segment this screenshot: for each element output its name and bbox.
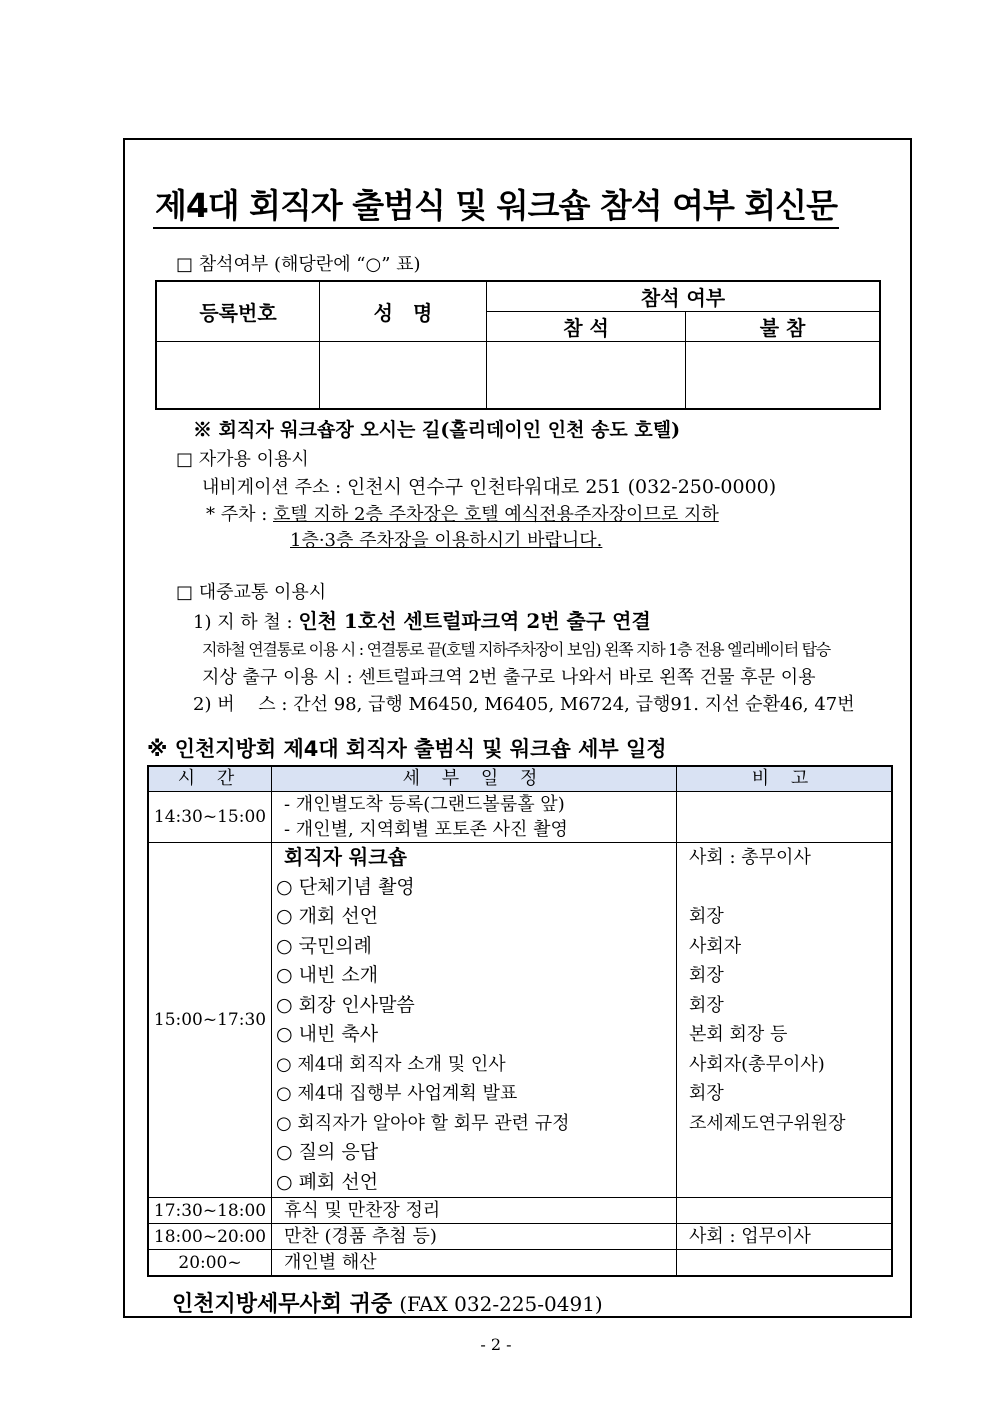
col-time-header: 시 간 [148, 766, 272, 792]
page-number: - 2 - [480, 1335, 512, 1354]
list-item: ○ 폐회 선언 [276, 1170, 379, 1193]
col-attend-group-header: 참석 여부 [487, 281, 881, 312]
list-item: - 개인별도착 등록(그랜드볼룸홀 앞) [284, 794, 565, 815]
list-item: ○ 회직자가 알아야 할 회무 관련 규정 [276, 1112, 570, 1134]
table-row [148, 843, 892, 1198]
note-item: 본회 회장 등 [689, 1024, 788, 1045]
note-item: 사회 : 업무이사 [689, 1226, 811, 1247]
list-item: ○ 질의 응답 [276, 1141, 379, 1163]
name-input-cell[interactable] [320, 342, 487, 409]
list-item: ○ 회장 인사말씀 [276, 993, 415, 1016]
note-item: 회장 [689, 965, 724, 986]
col-reg-header: 등록번호 [156, 281, 320, 342]
bus-line: 2) 버 스 : 간선 98, 급행 M6450, M6405, M6724, 급행91. 지선 순환46, 47번 [193, 694, 855, 715]
public-heading: □ 대중교통 이용시 [176, 582, 327, 603]
time-cell: 20:00~ [148, 1250, 272, 1277]
schedule-header-row [148, 766, 892, 792]
note-item: 회장 [689, 1083, 724, 1104]
col-name-header: 성 명 [320, 281, 487, 342]
col-absent-header: 불 참 [686, 312, 881, 342]
table-row [148, 1224, 892, 1250]
note-item: 회장 [689, 906, 724, 927]
directions-heading: ※ 회직자 워크숍장 오시는 길(홀리데이인 인천 송도 호텔) [193, 419, 681, 441]
note-item: 회장 [689, 994, 724, 1016]
table-row [148, 1198, 892, 1224]
list-item: ○ 제4대 회직자 소개 및 인사 [276, 1053, 506, 1075]
list-item: 개인별 해산 [284, 1252, 377, 1273]
attendance-heading: □ 참석여부 (해당란에 “○” 표) [176, 254, 421, 275]
list-item: ○ 제4대 집행부 사업계획 발표 [276, 1083, 518, 1104]
col-detail-header: 세 부 일 정 [272, 766, 677, 792]
absent-input-cell[interactable] [686, 342, 881, 409]
schedule-heading: ※ 인천지방회 제4대 회직자 출범식 및 워크숍 세부 일정 [147, 737, 667, 761]
note-item [689, 873, 885, 903]
list-item: 만찬 (경품 추첨 등) [284, 1226, 437, 1247]
time-cell: 18:00~20:00 [148, 1224, 272, 1250]
note-item [689, 1138, 885, 1168]
col-note-header: 비 고 [677, 766, 893, 792]
list-item: ○ 내빈 축사 [276, 1023, 379, 1045]
parking-line-1: * 주차 : 호텔 지하 2층 주차장은 호텔 예식전용주자장이므로 지하 [206, 504, 719, 525]
list-item: ○ 단체기념 촬영 [276, 875, 415, 898]
time-cell: 15:00~17:30 [148, 843, 272, 1198]
time-cell: 17:30~18:00 [148, 1198, 272, 1224]
underground-exit-line: 지하철 연결통로 이용 시 : 연결통로 끝(호텔 지하주차장이 보임) 왼쪽 지하 1층 전용 엘리베이터 탑승 [202, 640, 830, 659]
car-heading: □ 자가용 이용시 [176, 449, 309, 470]
page-title: 제4대 회직자 출범식 및 워크숍 참석 여부 회신문 [0, 180, 992, 227]
table-row [148, 1250, 892, 1277]
list-item: 휴식 및 만찬장 정리 [284, 1200, 441, 1221]
nav-address: 내비게이션 주소 : 인천시 연수구 인천타워대로 251 (032-250-0000) [202, 476, 777, 498]
list-item: - 개인별, 지역회별 포토존 사진 촬영 [284, 819, 568, 840]
list-item: ○ 국민의례 [276, 934, 373, 957]
list-item: 회직자 워크숍 [284, 845, 407, 869]
footer-addressee: 인천지방세무사회 귀중 (FAX 032-225-0491) [172, 1291, 603, 1317]
col-attend-header: 참 석 [487, 312, 686, 342]
list-item: ○ 내빈 소개 [276, 964, 379, 986]
note-item: 사회자 [689, 935, 742, 957]
time-cell: 14:30~15:00 [148, 792, 272, 843]
attendance-table [155, 280, 881, 410]
list-item: ○ 개회 선언 [276, 905, 379, 927]
note-item [689, 1168, 885, 1198]
table-row [148, 792, 892, 843]
ground-exit-line: 지상 출구 이용 시 : 센트럴파크역 2번 출구로 나와서 바로 왼쪽 건물 후문 이용 [202, 667, 816, 688]
reg-input-cell[interactable] [156, 342, 320, 409]
parking-line-2: 1층·3층 주차장을 이용하시기 바랍니다. [290, 530, 603, 551]
note-item: 사회자(총무이사) [689, 1053, 825, 1075]
subway-line: 1) 지 하 철 : 인천 1호선 센트럴파크역 2번 출구 연결 [193, 609, 651, 633]
attend-input-cell[interactable] [487, 342, 686, 409]
note-item: 사회 : 총무이사 [689, 847, 811, 868]
schedule-table [147, 765, 893, 1277]
note-item: 조세제도연구위원장 [689, 1112, 846, 1134]
